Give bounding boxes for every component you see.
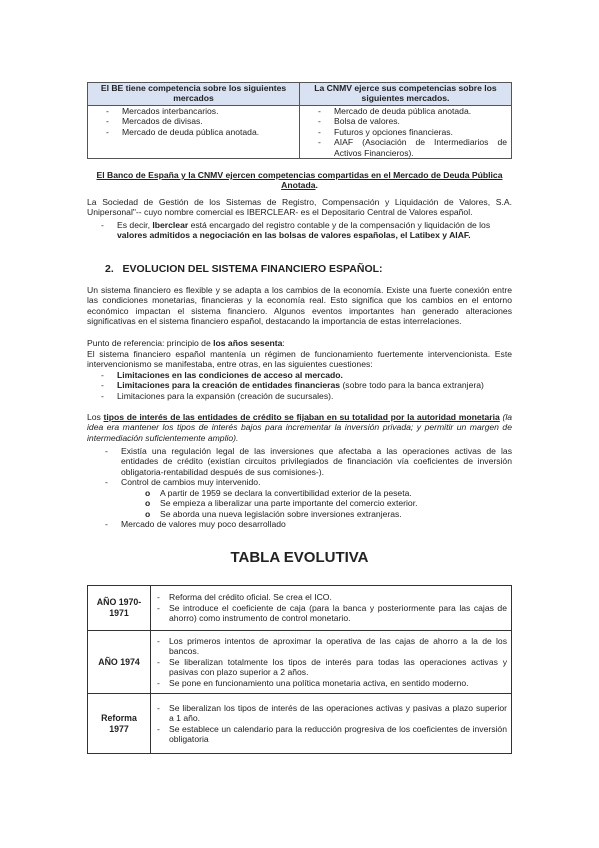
iberclear-item: [87, 220, 512, 241]
rates-bold: tipos de interés de las entidades de crédito se fijaban en su totalidad por la autoridad monetaria: [103, 412, 500, 422]
section-title: EVOLUCION DEL SISTEMA FINANCIERO ESPAÑOL:: [122, 263, 383, 275]
limitation-item: [87, 391, 512, 401]
cnmv-item: - Bolsa de valores.: [304, 116, 507, 126]
evolution-item: - Reforma del crédito oficial. Se crea el ICO.: [155, 592, 507, 602]
be-item: - Mercados de divisas.: [92, 116, 295, 126]
reference-line: [87, 338, 512, 348]
rates-item: - Mercado de valores muy poco desarrollado: [87, 519, 512, 529]
cnmv-item: - Mercado de deuda pública anotada.: [304, 106, 507, 116]
rates-pre: Los: [87, 412, 104, 422]
evolution-items: [151, 694, 512, 754]
competence-table: [87, 82, 512, 159]
rates-list: [87, 446, 512, 488]
cnmv-item: - AIAF (Asociación de Intermediarios de Activos Financieros).: [304, 137, 507, 158]
limitation-bold: Limitaciones en las condiciones de acceso al mercado.: [117, 370, 343, 380]
shared-competence-heading: [87, 170, 512, 191]
evolution-item: - Se liberalizan totalmente los tipos de interés para todas las operaciones activas y pasivas con plazo superior a 2 años.: [155, 657, 507, 678]
limitation-bold: Limitaciones para la creación de entidades financieras: [117, 380, 341, 391]
reference-pre: Punto de referencia: principio de: [87, 338, 214, 348]
cnmv-header: La CNMV ejerce sus competencias sobre los siguientes mercados.: [300, 83, 512, 106]
shared-heading-text: El Banco de España y la CNMV ejercen competencias compartidas en el Mercado de Deuda Pública Anotada: [96, 170, 503, 191]
evolution-item: - Se liberalizan los tipos de interés de las operaciones activas y pasivas a plazo superior a 1 año.: [155, 703, 507, 724]
be-header: El BE tiene competencia sobre los siguientes mercados: [88, 83, 300, 106]
evolution-row: [88, 631, 512, 694]
limitation-rest: Limitaciones para la expansión (creación de sucursales).: [117, 390, 334, 401]
rates-italic: (la idea era mantener los tipos de interés bajos para incrementar la inversión privada; y permitir un margen de intermediación suficientemente amplio).: [87, 412, 513, 443]
limitation-rest: (sobre todo para la banca extranjera): [340, 380, 484, 391]
exchange-subitem: o Se empieza a liberalizar una parte importante del comercio exterior.: [87, 498, 512, 508]
exchange-subitem: o Se aborda una nueva legislación sobre inversiones extranjeras.: [87, 509, 512, 519]
evolution-items: [151, 586, 512, 631]
iberclear-name: Iberclear: [152, 220, 189, 230]
reference-end: :: [282, 338, 285, 348]
cnmv-cell: [300, 105, 512, 158]
evolution-item: - Se introduce el coeficiente de caja (para la banca y posteriormente para las cajas de ahorro) como instrumento de control monetario.: [155, 603, 507, 624]
exchange-sublist: [87, 488, 512, 519]
limitation-item: [87, 370, 512, 380]
shared-heading-end: .: [315, 180, 318, 191]
intervention-paragraph: El sistema financiero español mantenía un régimen de funcionamiento fuertemente intervencionista. Este intervencionismo se manifestaba, entre otras, en las siguientes cuestiones:: [87, 349, 512, 370]
be-cell: [88, 105, 300, 158]
iberclear-item-mid: está encargado del registro contable y de la compensación y liquidación de los: [188, 220, 491, 230]
evolution-year: AÑO 1970-1971: [88, 586, 151, 631]
evolution-table: [87, 585, 512, 754]
evolution-item: - Se pone en funcionamiento una política monetaria activa, en sentido moderno.: [155, 678, 507, 688]
section-number: 2.: [105, 263, 114, 275]
evolution-item: - Los primeros intentos de aproximar la operativa de las cajas de ahorro a la de los bancos.: [155, 636, 507, 657]
evolution-items: [151, 631, 512, 694]
be-item: - Mercados interbancarios.: [92, 106, 295, 116]
intro-paragraph: Un sistema financiero es flexible y se adapta a los cambios de la economía. Existe una fuerte conexión entre las condiciones monetarias, financieras y la economía real. Esto significa que los cambios en el entorno económico impactan el sistema financiero. Algunos eventos importantes han generado alteraciones significativas en el sistema financiero español, destacando la importancia de estas interrelaciones.: [87, 285, 512, 327]
iberclear-item-pre: Es decir,: [117, 220, 153, 230]
limitations-list: [87, 370, 512, 401]
section-heading: [105, 263, 383, 276]
rates-item: - Existía una regulación legal de las inversiones que afectaba a las operaciones activas de las entidades de crédito (existían circuitos privilegiados de financiación vía coeficientes de inversión obligatoria-rentabilidad después de sus comisiones-).: [87, 446, 512, 477]
rates-paragraph: [87, 412, 512, 443]
evolution-year: Reforma 1977: [88, 694, 151, 754]
exchange-subitem: o A partir de 1959 se declara la convertibilidad exterior de la peseta.: [87, 488, 512, 498]
cnmv-item: - Futuros y opciones financieras.: [304, 127, 507, 137]
iberclear-values: valores admitidos a negociación en las bolsas de valores españolas, el Latibex y AIAF.: [117, 230, 471, 241]
evolution-row: [88, 694, 512, 754]
be-item: - Mercado de deuda pública anotada.: [92, 127, 295, 137]
rates-item: - Control de cambios muy intervenido.: [87, 477, 512, 487]
iberclear-list: [87, 220, 512, 241]
rates-list-end: [87, 519, 512, 529]
evolution-year: AÑO 1974: [88, 631, 151, 694]
evolution-title: TABLA EVOLUTIVA: [230, 549, 369, 566]
reference-bold: los años sesenta: [213, 338, 283, 348]
iberclear-paragraph: La Sociedad de Gestión de los Sistemas de Registro, Compensación y Liquidación de Valores, S.A. Unipersonal"-- cuyo nombre comercial es IBERCLEAR- es el Depositario Central de Valores español.: [87, 197, 512, 218]
evolution-row: [88, 586, 512, 631]
limitation-item: [87, 380, 512, 390]
evolution-item: - Se establece un calendario para la reducción progresiva de los coeficientes de inversión obligatoria: [155, 724, 507, 745]
